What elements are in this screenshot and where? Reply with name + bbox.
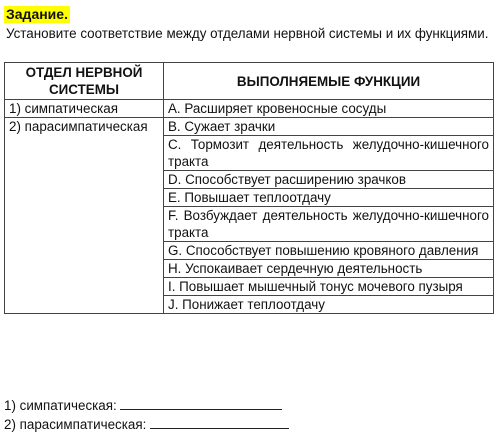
answer-line-2 <box>4 415 289 434</box>
header-functions: ВЫПОЛНЯЕМЫЕ ФУНКЦИИ <box>164 63 494 100</box>
header-departments: ОТДЕЛ НЕРВНОЙ СИСТЕМЫ <box>5 63 164 100</box>
function-d: D. Способствует расширению зрачков <box>164 171 494 189</box>
function-f: F. Возбуждает деятельность желудочно-кишечного тракта <box>164 207 494 242</box>
department-empty-cell <box>5 136 164 314</box>
answer-label-2: 2) парасимпатическая: <box>4 417 147 432</box>
table-header-row <box>5 63 494 100</box>
function-b: B. Сужает зрачки <box>164 118 494 136</box>
table-row <box>5 100 494 118</box>
matching-table <box>4 62 494 314</box>
table-row <box>5 118 494 136</box>
function-i: I. Повышает мышечный тонус мочевого пузыря <box>164 278 494 296</box>
answer-line-1 <box>4 396 289 415</box>
answer-label-1: 1) симпатическая: <box>4 398 117 413</box>
function-j: J. Понижает теплоотдачу <box>164 296 494 314</box>
function-a: A. Расширяет кровеносные сосуды <box>164 100 494 118</box>
answer-section <box>4 396 289 434</box>
department-2: 2) парасимпатическая <box>5 118 164 136</box>
function-g: G. Способствует повышению кровяного давления <box>164 242 494 260</box>
answer-blank-2[interactable] <box>150 415 289 429</box>
department-1: 1) симпатическая <box>5 100 164 118</box>
task-text: Установите соответствие между отделами нервной системы и их функциями. <box>6 26 489 41</box>
task-title: Задание. <box>6 6 68 22</box>
function-e: E. Повышает теплоотдачу <box>164 189 494 207</box>
answer-blank-1[interactable] <box>120 396 282 410</box>
function-h: H. Успокаивает сердечную деятельность <box>164 260 494 278</box>
function-c: C. Тормозит деятельность желудочно-кишечного тракта <box>164 136 494 171</box>
table-row <box>5 136 494 171</box>
